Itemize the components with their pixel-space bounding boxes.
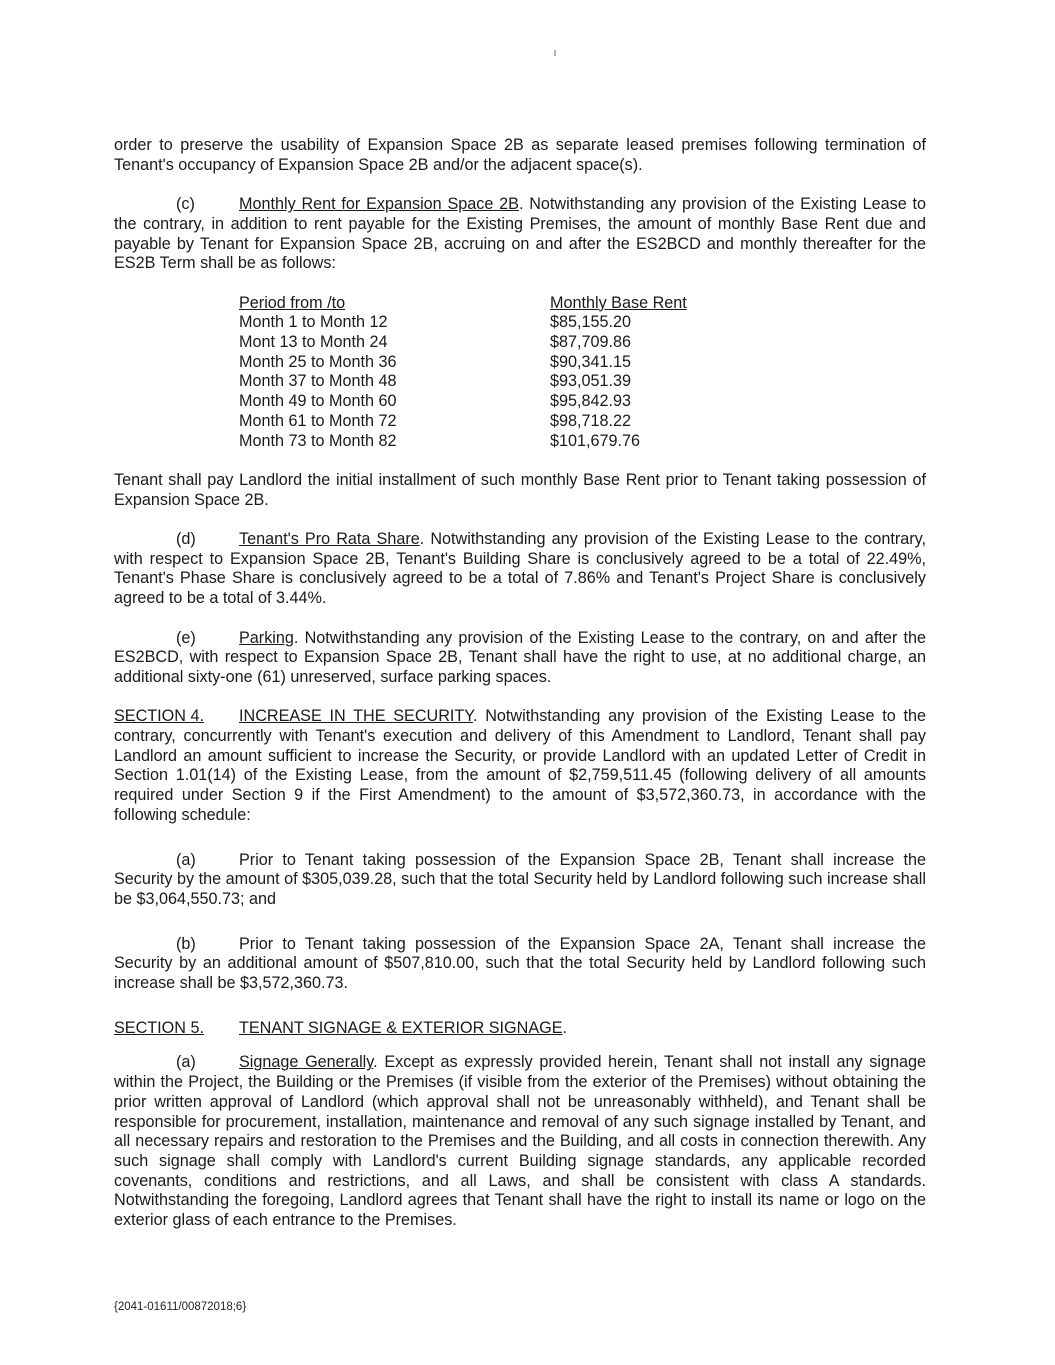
paragraph-e (114, 629, 926, 688)
rent-cell: $85,155.20 (550, 313, 632, 332)
section-5-a-text: . Except as expressly provided herein, Tenant shall not install any signage within the Project, the Building or the Premises (if visible from the exterior of the Premises) without obtaining the prior written approval of Landlord (which approval shall not be unreasonably withheld), and Tenant shall be responsible for procurement, installation, maintenance and removal of any such signage installed by Tenant, and all necessary repairs and restoration to the Premises and the Building, and all costs in connection therewith. Any such signage shall comply with Landlord's current Building signage standards, any applicable recorded covenants, conditions and restrictions, and all Laws, and shall be consistent with class A standards. Notwithstanding the foregoing, Landlord agrees that Tenant shall have the right to install its name or logo on the exterior glass of each entrance to the Premises. (114, 1053, 926, 1230)
period-cell: Month 73 to Month 82 (239, 431, 397, 450)
section-4-b-label: (b) (176, 934, 196, 953)
period-cell: Month 49 to Month 60 (239, 392, 397, 411)
paragraph-d-text: . Notwithstanding any provision of the Existing Lease to the contrary, with respect to Expansion Space 2B, Tenant's Building Share is conclusively agreed to be a total of 22.49%, Tenant's Phase Share is conclusively agreed to be a total of 7.86% and Tenant's Project Share is conclusively agreed to be a total of 3.44%. (114, 530, 926, 608)
rent-table-header-row (239, 294, 687, 314)
section-4-heading: INCREASE IN THE SECURITY (239, 707, 473, 726)
section-5-number: SECTION 5. (114, 1018, 204, 1037)
section-4-text: . Notwithstanding any provision of the Existing Lease to the contrary, concurrently with Tenant's execution and delivery of this Amendment to Landlord, Tenant shall pay Landlord an amount sufficient to increase the Security, or provide Landlord with an updated Letter of Credit in Section 1.01(14) of the Existing Lease, from the amount of $2,759,511.45 (following delivery of all amounts required under Section 9 if the First Amendment) to the amount of $3,572,360.73, in accordance with the following schedule: (114, 707, 926, 824)
period-cell: Month 1 to Month 12 (239, 313, 388, 332)
section-4-b (114, 935, 926, 994)
rent-column-header: Monthly Base Rent (550, 293, 687, 312)
section-5-heading: TENANT SIGNAGE & EXTERIOR SIGNAGE (239, 1018, 563, 1037)
paragraph-c-label: (c) (176, 195, 195, 214)
period-cell: Month 25 to Month 36 (239, 352, 397, 371)
period-cell: Mont 13 to Month 24 (239, 333, 388, 351)
rent-schedule-table (239, 294, 687, 452)
table-row (239, 333, 687, 353)
section-4-number: SECTION 4. (114, 707, 204, 726)
paragraph-c-heading: Monthly Rent for Expansion Space 2B (239, 195, 519, 214)
section-5 (114, 1019, 926, 1039)
table-row (239, 372, 687, 392)
section-5-period: . (562, 1018, 568, 1037)
section-4-a-label: (a) (176, 850, 196, 869)
section-5-a-heading: Signage Generally (239, 1053, 374, 1072)
footer-doc-id: {2041-01611/00872018;6} (114, 1301, 247, 1313)
table-row (239, 313, 687, 333)
table-row (239, 432, 687, 452)
rent-cell: $95,842.93 (550, 392, 632, 411)
section-5-a (114, 1053, 926, 1230)
paragraph-d (114, 530, 926, 609)
section-4-a-text: Prior to Tenant taking possession of the Expansion Space 2B, Tenant shall increase the Security by the amount of $305,039.28, such that the total Security held by Landlord following such increase shall be $3,064,550.73; and (114, 850, 926, 908)
section-4-b-text: Prior to Tenant taking possession of the Expansion Space 2A, Tenant shall increase the Security by an additional amount of $507,810.00, such that the total Security held by Landlord following such increase shall be $3,572,360.73. (114, 934, 926, 993)
section-4-a (114, 851, 926, 910)
rent-cell: $90,341.15 (550, 352, 632, 371)
intro-paragraph: order to preserve the usability of Expansion Space 2B as separate leased premises following termination of Tenant's occupancy of Expansion Space 2B and/or the adjacent space(s). (114, 136, 926, 174)
period-cell: Month 37 to Month 48 (239, 372, 397, 391)
paragraph-d-label: (d) (176, 530, 196, 548)
table-row (239, 353, 687, 373)
rent-cell: $101,679.76 (550, 431, 641, 450)
paragraph-e-heading: Parking (239, 628, 294, 647)
scan-mark (554, 50, 556, 56)
section-5-a-label: (a) (176, 1053, 196, 1072)
rent-cell: $87,709.86 (550, 333, 632, 351)
table-row (239, 412, 687, 432)
paragraph-e-label: (e) (176, 628, 196, 647)
rent-cell: $98,718.22 (550, 411, 632, 430)
paragraph-c (114, 195, 926, 274)
table-row (239, 392, 687, 412)
paragraph-e-text: . Notwithstanding any provision of the Existing Lease to the contrary, on and after the ES2BCD, with respect to Expansion Space 2B, Tenant shall have the right to use, at no additional charge, an additional sixty-one (61) unreserved, surface parking spaces. (114, 628, 926, 686)
paragraph-d-heading: Tenant's Pro Rata Share (239, 530, 420, 548)
document-page (114, 136, 926, 1231)
period-cell: Month 61 to Month 72 (239, 411, 397, 430)
period-column-header: Period from /to (239, 293, 346, 312)
paragraph-c-text: . Notwithstanding any provision of the Existing Lease to the contrary, in addition to rent payable for the Existing Premises, the amount of monthly Base Rent due and payable by Tenant for Expansion Space 2B, accruing on and after the ES2BCD and monthly thereafter for the ES2B Term shall be as follows: (114, 195, 927, 273)
section-4 (114, 707, 926, 825)
rent-cell: $93,051.39 (550, 372, 632, 391)
after-table-paragraph: Tenant shall pay Landlord the initial installment of such monthly Base Rent prior to Tenant taking possession of Expansion Space 2B. (114, 470, 926, 509)
